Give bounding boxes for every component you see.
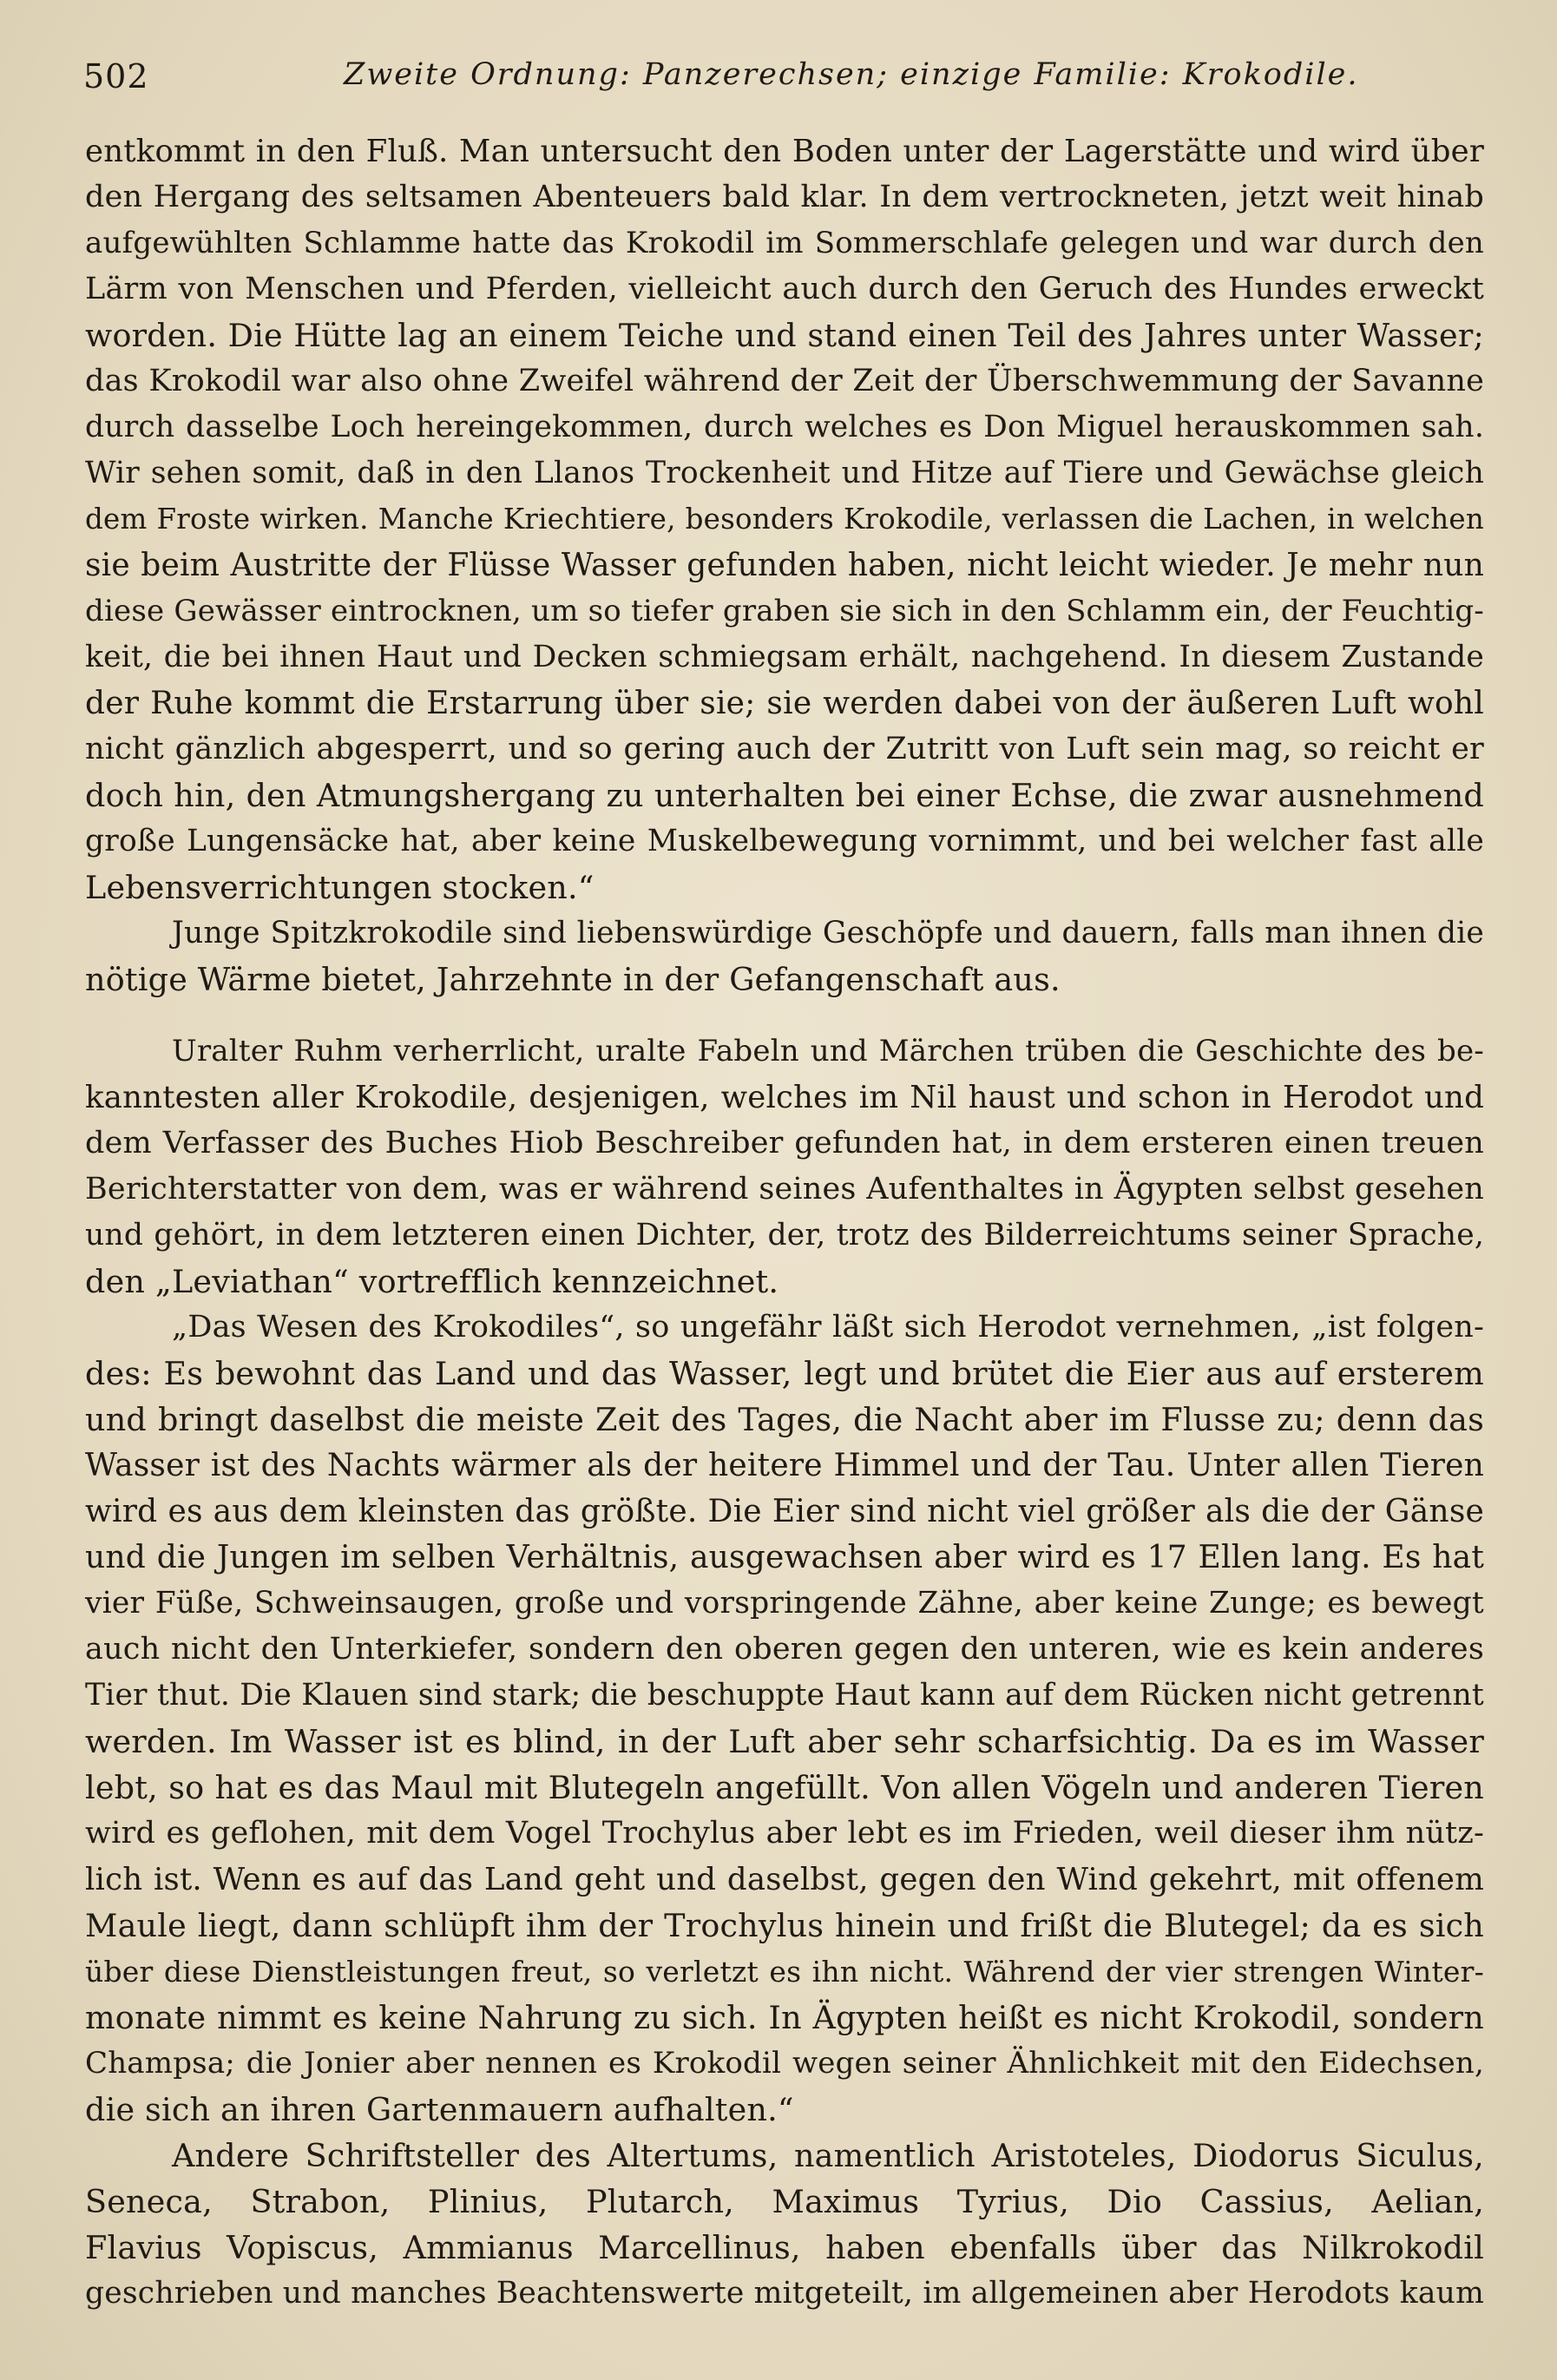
text-line: große Lungensäcke hat, aber keine Muskelbewegung vornimmt, und bei welcher fast alle	[85, 824, 1484, 858]
page-header	[83, 50, 1507, 102]
text-line: Wasser ist des Nachts wärmer als der heitere Himmel und der Tau. Unter allen Tieren	[85, 1448, 1484, 1483]
text-line: dem Froste wirken. Manche Kriechtiere, besonders Krokodile, verlassen die Lachen, in welchen	[85, 503, 1484, 536]
text-line: monate nimmt es keine Nahrung zu sich. In Ägypten heißt es nicht Krokodil, sondern	[85, 1999, 1484, 2036]
text-line: nicht gänzlich abgesperrt, und so gering auch der Zutritt von Luft sein mag, so reicht er	[85, 732, 1484, 766]
body-text	[85, 128, 1484, 2317]
paragraph	[85, 1029, 1484, 1305]
text-line: und die Jungen im selben Verhältnis, ausgewachsen aber wird es 17 Ellen lang. Es hat	[85, 1540, 1484, 1575]
text-line: Uralter Ruhm verherrlicht, uralte Fabeln und Märchen trüben die Geschichte des be-	[172, 1034, 1484, 1068]
text-line: der Ruhe kommt die Erstarrung über sie; sie werden dabei von der äußeren Luft wohl	[85, 686, 1484, 721]
paragraph	[85, 128, 1484, 911]
text-line: den Hergang des seltsamen Abenteuers bald klar. In dem vertrockneten, jetzt weit hinab	[85, 180, 1484, 214]
text-line: wird es geflohen, mit dem Vogel Trochylus aber lebt es im Frieden, weil dieser ihm nütz-	[85, 1816, 1484, 1851]
text-line: des: Es bewohnt das Land und das Wasser, legt und brütet die Eier aus auf ersterem	[85, 1355, 1484, 1392]
text-line: diese Gewässer eintrocknen, um so tiefer graben sie sich in den Schlamm ein, der Feuchtig-	[85, 594, 1484, 628]
text-line: worden. Die Hütte lag an einem Teiche und stand einen Teil des Jahres unter Wasser;	[85, 317, 1484, 354]
paragraph-gap	[85, 1003, 1484, 1029]
text-line: geschrieben und manches Beachtenswerte mitgeteilt, im allgemeinen aber Herodots kaum	[85, 2276, 1484, 2311]
text-line: das Krokodil war also ohne Zweifel während der Zeit der Überschwemmung der Savanne	[85, 364, 1484, 398]
text-line: den „Leviathan“ vortrefflich kennzeichnet.	[85, 1263, 779, 1300]
text-line: Maule liegt, dann schlüpft ihm der Trochylus hinein und frißt die Blutegel; da es sich	[85, 1907, 1484, 1944]
text-line: aufgewühlten Schlamme hatte das Krokodil im Sommerschlafe gelegen und war durch den	[85, 226, 1484, 260]
text-line: keit, die bei ihnen Haut und Decken schmiegsam erhält, nachgehend. In diesem Zustande	[85, 640, 1484, 674]
text-line: werden. Im Wasser ist es blind, in der Luft aber sehr scharfsichtig. Da es im Wasser	[85, 1723, 1484, 1760]
page-number: 502	[83, 57, 149, 95]
text-line: Lebensverrichtungen stocken.“	[85, 869, 595, 906]
paragraph	[85, 1305, 1484, 2133]
text-line: dem Verfasser des Buches Hiob Beschreiber gefunden hat, in dem ersteren einen treuen	[85, 1126, 1484, 1160]
text-line: Wir sehen somit, daß in den Llanos Trockenheit und Hitze auf Tiere und Gewächse gleich	[85, 456, 1484, 490]
text-line: durch dasselbe Loch hereingekommen, durch welches es Don Miguel herauskommen sah.	[85, 410, 1484, 444]
paragraph	[85, 2133, 1484, 2317]
text-line: auch nicht den Unterkiefer, sondern den oberen gegen den unteren, wie es kein anderes	[85, 1632, 1484, 1667]
text-line: und gehört, in dem letzteren einen Dichter, der, trotz des Bilderreichtums seiner Sprache,	[85, 1218, 1484, 1252]
text-line: „Das Wesen des Krokodiles“, so ungefähr läßt sich Herodot vernehmen, „ist folgen-	[172, 1310, 1484, 1345]
text-line: Champsa; die Jonier aber nennen es Krokodil wegen seiner Ähnlichkeit mit den Eidechsen,	[85, 2046, 1484, 2081]
text-line: lebt, so hat es das Maul mit Blutegeln angefüllt. Von allen Vögeln und anderen Tieren	[85, 1769, 1484, 1806]
text-line: Junge Spitzkrokodile sind liebenswürdige Geschöpfe und dauern, falls man ihnen die	[172, 916, 1484, 950]
running-head: Zweite Ordnung: Panzerechsen; einzige Familie: Krokodile.	[344, 57, 1359, 92]
text-line: Lärm von Menschen und Pferden, vielleicht auch durch den Geruch des Hundes erweckt	[85, 272, 1484, 306]
text-line: Berichterstatter von dem, was er während seines Aufenthaltes in Ägypten selbst gesehen	[85, 1172, 1484, 1206]
text-line: nötige Wärme bietet, Jahrzehnte in der Gefangenschaft aus.	[85, 961, 1061, 998]
text-line: vier Füße, Schweinsaugen, große und vorspringende Zähne, aber keine Zunge; es bewegt	[85, 1586, 1484, 1621]
text-line: die sich an ihren Gartenmauern aufhalten.“	[85, 2091, 794, 2128]
text-line: sie beim Austritte der Flüsse Wasser gefunden haben, nicht leicht wieder. Je mehr nun	[85, 548, 1484, 583]
text-line: doch hin, den Atmungshergang zu unterhalten bei einer Echse, die zwar ausnehmend	[85, 777, 1484, 814]
text-line: Seneca, Strabon, Plinius, Plutarch, Maximus Tyrius, Dio Cassius, Aelian,	[85, 2183, 1484, 2220]
text-line: Tier thut. Die Klauen sind stark; die beschuppte Haut kann auf dem Rücken nicht getrennt	[85, 1678, 1484, 1713]
text-line: wird es aus dem kleinsten das größte. Die Eier sind nicht viel größer als die der Gänse	[85, 1494, 1484, 1529]
paragraph	[85, 911, 1484, 1003]
text-line: lich ist. Wenn es auf das Land geht und daselbst, gegen den Wind gekehrt, mit offenem	[85, 1862, 1484, 1897]
text-line: Andere Schriftsteller des Altertums, namentlich Aristoteles, Diodorus Siculus,	[172, 2137, 1484, 2174]
text-line: Flavius Vopiscus, Ammianus Marcellinus, haben ebenfalls über das Nilkrokodil	[85, 2229, 1484, 2266]
text-line: entkommt in den Fluß. Man untersucht den Boden unter der Lagerstätte und wird über	[85, 134, 1484, 169]
text-line: über diese Dienstleistungen freut, so verletzt es ihn nicht. Während der vier strengen Winter-	[85, 1955, 1484, 1989]
text-line: kanntesten aller Krokodile, desjenigen, welches im Nil haust und schon in Herodot und	[85, 1080, 1484, 1115]
text-line: und bringt daselbst die meiste Zeit des Tages, die Nacht aber im Flusse zu; denn das	[85, 1401, 1484, 1438]
